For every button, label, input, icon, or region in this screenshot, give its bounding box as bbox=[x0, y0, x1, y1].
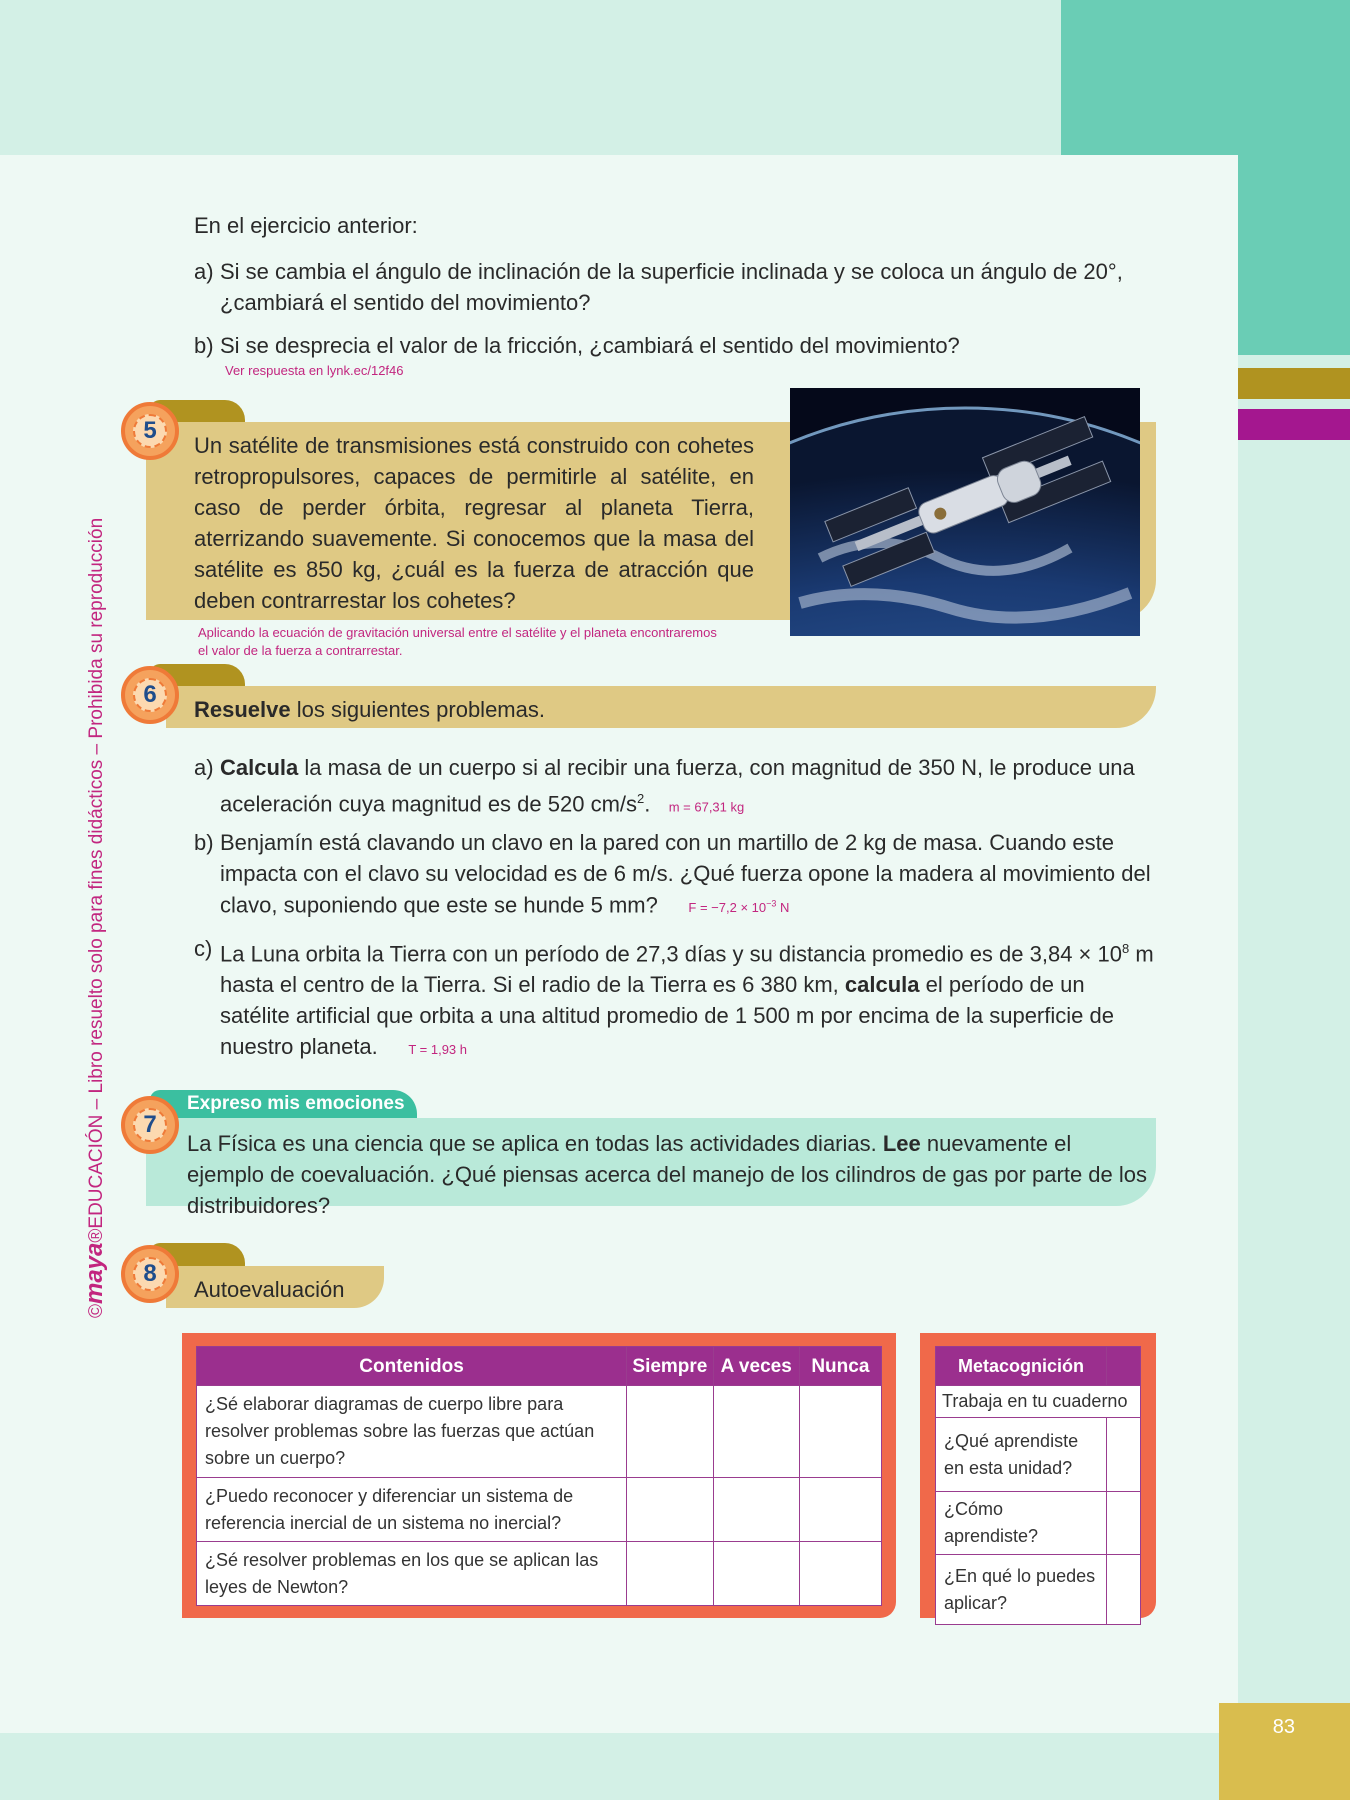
ex8-number-badge bbox=[121, 1245, 179, 1303]
meta-answer-cell[interactable] bbox=[1107, 1418, 1141, 1492]
item-label: a) bbox=[194, 755, 214, 780]
decor-block-top bbox=[1061, 0, 1350, 155]
check-cell-nunca[interactable] bbox=[799, 1478, 881, 1542]
check-cell-nunca[interactable] bbox=[799, 1542, 881, 1606]
check-cell-siempre[interactable] bbox=[627, 1542, 714, 1606]
ex6-a-answer: m = 67,31 kg bbox=[668, 799, 745, 815]
content-cell: ¿Puedo reconocer y diferenciar un sistema de referencia inercial de un sistema no inercial? bbox=[197, 1478, 627, 1542]
ex7-text-bold: Lee bbox=[882, 1131, 921, 1156]
meta-row bbox=[936, 1492, 1141, 1555]
meta-header-blank bbox=[1107, 1347, 1141, 1386]
item-text: Benjamín está clavando un clavo en la pared con un martillo de 2 kg de masa. Cuando este impacta con el clavo su velocidad es de 6 m/s. ¿Qué fuerza opone la madera al movimiento del clavo, suponiendo que este se hunde 5 mm? bbox=[220, 830, 1151, 918]
decor-bar-olive bbox=[1238, 368, 1350, 399]
item-text: Si se cambia el ángulo de inclinación de la superficie inclinada y se coloca un ángulo de 20°, ¿cambiará el sentido del movimiento? bbox=[220, 259, 1123, 315]
header-contenidos: Contenidos bbox=[197, 1347, 627, 1386]
ex5-text: Un satélite de transmisiones está construido con cohetes retropropulsores, capaces de permitirle al satélite, en caso de perder órbita, regresar al planeta Tierra, aterrizando suavemente. Si conocemos que la masa del satélite es 850 kg, ¿cuál es la fuerza de atracción que deben contrarrestar los cohetes? bbox=[194, 433, 754, 613]
meta-subheader-row bbox=[936, 1386, 1141, 1418]
meta-answer-cell[interactable] bbox=[1107, 1492, 1141, 1555]
check-cell-nunca[interactable] bbox=[799, 1386, 881, 1478]
content-cell: ¿Sé resolver problemas en los que se aplican las leyes de Newton? bbox=[197, 1542, 627, 1606]
meta-header-row bbox=[936, 1347, 1141, 1386]
meta-answer-cell[interactable] bbox=[1107, 1555, 1141, 1625]
title-bold: Resuelve bbox=[194, 697, 291, 722]
meta-question: ¿Qué aprendiste en esta unidad? bbox=[936, 1418, 1107, 1492]
ex6-number-badge bbox=[121, 666, 179, 724]
header-siempre: Siempre bbox=[627, 1347, 714, 1386]
badge-number: 5 bbox=[143, 417, 157, 444]
check-cell-a-veces[interactable] bbox=[713, 1478, 799, 1542]
answer-base: F = −7,2 × 10 bbox=[688, 900, 767, 916]
ex7-text bbox=[187, 1128, 1147, 1221]
table-header-row bbox=[197, 1347, 882, 1386]
meta-row bbox=[936, 1555, 1141, 1625]
item-label: b) bbox=[194, 830, 214, 855]
title-rest: los siguientes problemas. bbox=[290, 697, 545, 722]
check-cell-a-veces[interactable] bbox=[713, 1386, 799, 1478]
satellite-image bbox=[790, 388, 1140, 636]
item-text: la masa de un cuerpo si al recibir una fuerza, con magnitud de 350 N, le produce una aceleración cuya magnitud es de 520 cm/s bbox=[220, 755, 1135, 817]
item-sup: 8 bbox=[1122, 941, 1130, 956]
header-a-veces: A veces bbox=[713, 1347, 799, 1386]
ex6-b-answer bbox=[688, 900, 789, 915]
item-label: c) bbox=[194, 936, 213, 961]
item-bold: calcula bbox=[844, 972, 920, 998]
item-label: b) bbox=[194, 333, 214, 358]
side-copyright-note: ©maya®EDUCACIÓN – Libro resuelto solo para fines didácticos – Prohibida su reproducción bbox=[81, 517, 108, 1318]
intro-item-a bbox=[194, 256, 1156, 318]
check-cell-siempre[interactable] bbox=[627, 1386, 714, 1478]
ex5-answer bbox=[198, 624, 717, 660]
check-cell-a-veces[interactable] bbox=[713, 1542, 799, 1606]
item-text: el período de un satélite artificial que orbita a una altitud promedio de 1 500 m por encima de la superficie de nuestro planeta. bbox=[220, 972, 1114, 1060]
selfeval-table bbox=[196, 1346, 882, 1606]
check-cell-siempre[interactable] bbox=[627, 1478, 714, 1542]
header-nunca: Nunca bbox=[799, 1347, 881, 1386]
item-text: Si se desprecia el valor de la fricción, ¿cambiará el sentido del movimiento? bbox=[220, 333, 960, 358]
answer-line: el valor de la fuerza a contrarrestar. bbox=[198, 643, 403, 658]
ex7-text-part: La Física es una ciencia que se aplica en todas las actividades diarias. bbox=[187, 1131, 883, 1156]
item-bold: Calcula bbox=[220, 755, 299, 780]
meta-question: ¿Cómo aprendiste? bbox=[936, 1492, 1107, 1555]
answer-exp: −3 bbox=[766, 899, 777, 909]
ex6-item-a bbox=[194, 752, 1156, 822]
ex7-tab-label: Expreso mis emociones bbox=[187, 1093, 405, 1114]
intro-heading: En el ejercicio anterior: bbox=[194, 213, 418, 238]
ex7-text-part: nuevamente el ejemplo de coevaluación. ¿Qué piensas acerca del manejo de los cilindros de gas por parte de los distribuidores? bbox=[187, 1131, 1148, 1218]
ex5-number-badge bbox=[121, 402, 179, 460]
item-end: . bbox=[644, 791, 651, 817]
answer-unit: N bbox=[776, 900, 790, 916]
answer-note: Ver respuesta en lynk.ec/12f46 bbox=[225, 363, 404, 378]
decor-block-right bbox=[1238, 155, 1350, 355]
content-cell: ¿Sé elaborar diagramas de cuerpo libre para resolver problemas sobre las fuerzas que actúan sobre un cuerpo? bbox=[197, 1386, 627, 1478]
ex6-item-b bbox=[194, 827, 1156, 923]
badge-number: 6 bbox=[143, 681, 157, 708]
badge-number: 8 bbox=[143, 1260, 157, 1287]
badge-number: 7 bbox=[143, 1111, 157, 1138]
page-number: 83 bbox=[1272, 1716, 1295, 1738]
brand-logo: maya bbox=[81, 1242, 108, 1304]
meta-header: Metacognición bbox=[936, 1347, 1107, 1386]
table-row bbox=[197, 1478, 882, 1542]
ex6-title bbox=[194, 694, 545, 725]
meta-table bbox=[935, 1346, 1141, 1625]
answer-line: Aplicando la ecuación de gravitación universal entre el satélite y el planeta encontraremos bbox=[198, 625, 717, 640]
intro-item-b bbox=[194, 330, 1156, 361]
table-row bbox=[197, 1542, 882, 1606]
decor-bar-magenta bbox=[1238, 409, 1350, 440]
meta-subheader: Trabaja en tu cuaderno bbox=[936, 1386, 1141, 1418]
ex8-title: Autoevaluación bbox=[194, 1277, 345, 1302]
side-note-text: EDUCACIÓN – Libro resuelto solo para fines didácticos – Prohibida su reproducción bbox=[86, 517, 107, 1229]
item-text: La Luna orbita la Tierra con un período de 27,3 días y su distancia promedio es de 3,84 × 10 bbox=[220, 941, 1122, 967]
item-sup: 2 bbox=[637, 791, 645, 806]
table-row bbox=[197, 1386, 882, 1478]
ex6-item-c bbox=[194, 933, 1156, 1065]
meta-row bbox=[936, 1418, 1141, 1492]
item-text: m hasta el centro de la Tierra. Si el radio de la Tierra es 6 380 km, bbox=[220, 941, 1154, 998]
ex6-c-answer: T = 1,93 h bbox=[408, 1042, 468, 1058]
meta-question: ¿En qué lo puedes aplicar? bbox=[936, 1555, 1107, 1625]
item-label: a) bbox=[194, 259, 214, 284]
ex7-number-badge bbox=[121, 1096, 179, 1154]
